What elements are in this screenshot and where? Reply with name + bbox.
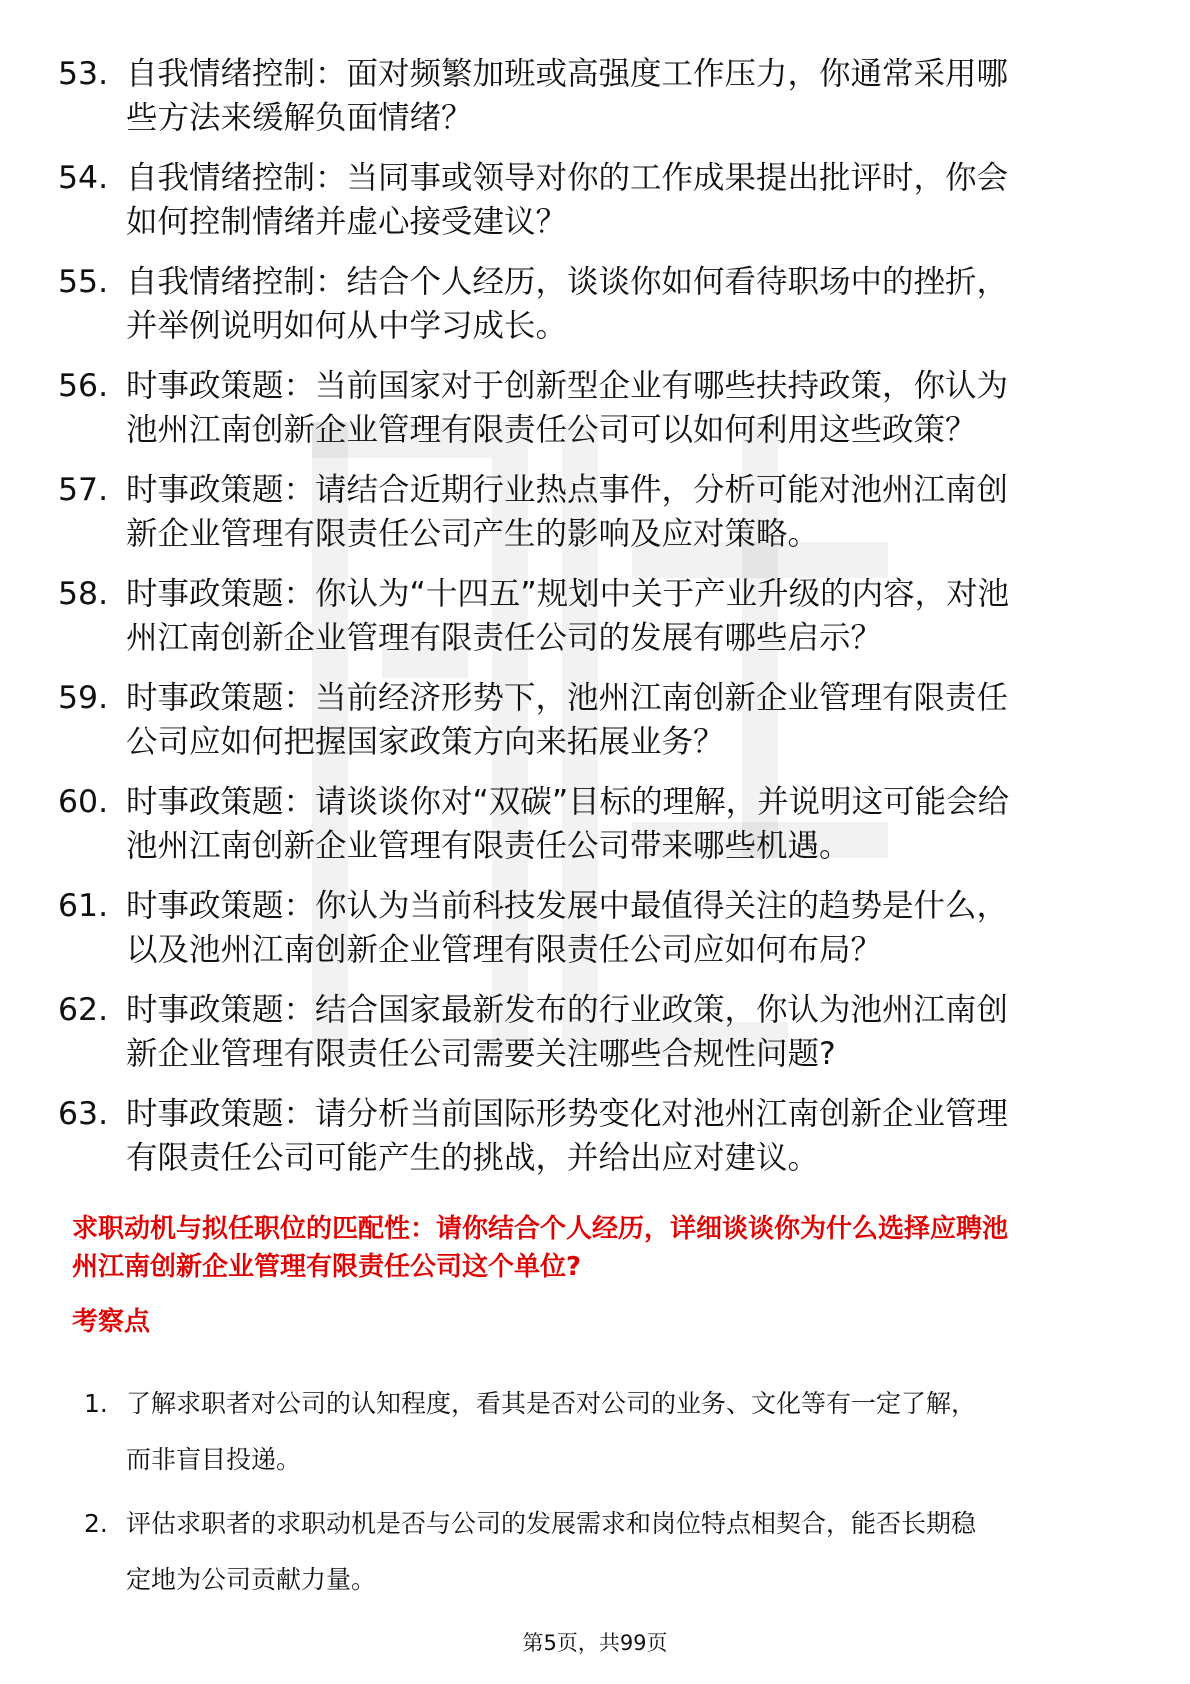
- question-number: 60.: [58, 784, 109, 820]
- question-number: 59.: [58, 680, 109, 716]
- question-number: 62.: [58, 992, 109, 1028]
- question-text: 自我情绪控制：当同事或领导对你的工作成果提出批评时，你会 如何控制情绪并虚心接受建议？: [126, 160, 1009, 240]
- page-footer: 第5页，共99页: [522, 1631, 668, 1655]
- point-number: 1.: [84, 1389, 108, 1418]
- question-text: 时事政策题：当前国家对于创新型企业有哪些扶持政策，你认为 池州江南创新企业管理有限责任公司可以如何利用这些政策？: [126, 368, 1009, 448]
- question-item: [58, 988, 1108, 1076]
- point-item: [84, 1496, 1124, 1608]
- question-item: [58, 572, 1108, 660]
- question-number: 63.: [58, 1096, 109, 1132]
- question-text: 时事政策题：你认为当前科技发展中最值得关注的趋势是什么， 以及池州江南创新企业管理有限责任公司应如何布局？: [126, 888, 1009, 968]
- question-item: [58, 52, 1108, 140]
- question-number: 61.: [58, 888, 109, 924]
- point-text: 了解求职者对公司的认知程度，看其是否对公司的业务、文化等有一定了解， 而非盲目投递。: [126, 1389, 977, 1474]
- question-number: 53.: [58, 56, 109, 92]
- point-number: 2.: [84, 1509, 108, 1538]
- question-item: [58, 156, 1108, 244]
- question-item: [58, 676, 1108, 764]
- section-question: 求职动机与拟任职位的匹配性：请你结合个人经历，详细谈谈你为什么选择应聘池 州江南创新企业管理有限责任公司这个单位?: [72, 1214, 1009, 1282]
- question-list: [58, 52, 1108, 1196]
- question-item: [58, 468, 1108, 556]
- question-number: 55.: [58, 264, 109, 300]
- points-heading: 考察点: [72, 1307, 151, 1337]
- question-text: 时事政策题：你认为“十四五”规划中关于产业升级的内容，对池 州江南创新企业管理有限责任公司的发展有哪些启示？: [126, 576, 1010, 656]
- point-text: 评估求职者的求职动机是否与公司的发展需求和岗位特点相契合，能否长期稳 定地为公司贡献力量。: [126, 1509, 977, 1594]
- question-text: 自我情绪控制：面对频繁加班或高强度工作压力，你通常采用哪 些方法来缓解负面情绪？: [126, 56, 1009, 136]
- question-number: 57.: [58, 472, 109, 508]
- question-item: [58, 1092, 1108, 1180]
- question-text: 时事政策题：请结合近期行业热点事件，分析可能对池州江南创 新企业管理有限责任公司产生的影响及应对策略。: [126, 472, 1009, 552]
- question-number: 54.: [58, 160, 109, 196]
- question-item: [58, 780, 1108, 868]
- question-text: 时事政策题：请分析当前国际形势变化对池州江南创新企业管理 有限责任公司可能产生的挑战，并给出应对建议。: [126, 1096, 1009, 1176]
- question-number: 56.: [58, 368, 109, 404]
- question-text: 自我情绪控制：结合个人经历，谈谈你如何看待职场中的挫折， 并举例说明如何从中学习成长。: [126, 264, 1009, 344]
- point-item: [84, 1376, 1124, 1488]
- question-item: [58, 364, 1108, 452]
- question-text: 时事政策题：请谈谈你对“双碳”目标的理解，并说明这可能会给 池州江南创新企业管理有限责任公司带来哪些机遇。: [126, 784, 1010, 864]
- question-text: 时事政策题：当前经济形势下，池州江南创新企业管理有限责任 公司应如何把握国家政策方向来拓展业务？: [126, 680, 1009, 760]
- question-number: 58.: [58, 576, 109, 612]
- points-list: [84, 1376, 1124, 1616]
- question-text: 时事政策题：结合国家最新发布的行业政策，你认为池州江南创 新企业管理有限责任公司需要关注哪些合规性问题?: [126, 992, 1009, 1072]
- question-item: [58, 884, 1108, 972]
- question-item: [58, 260, 1108, 348]
